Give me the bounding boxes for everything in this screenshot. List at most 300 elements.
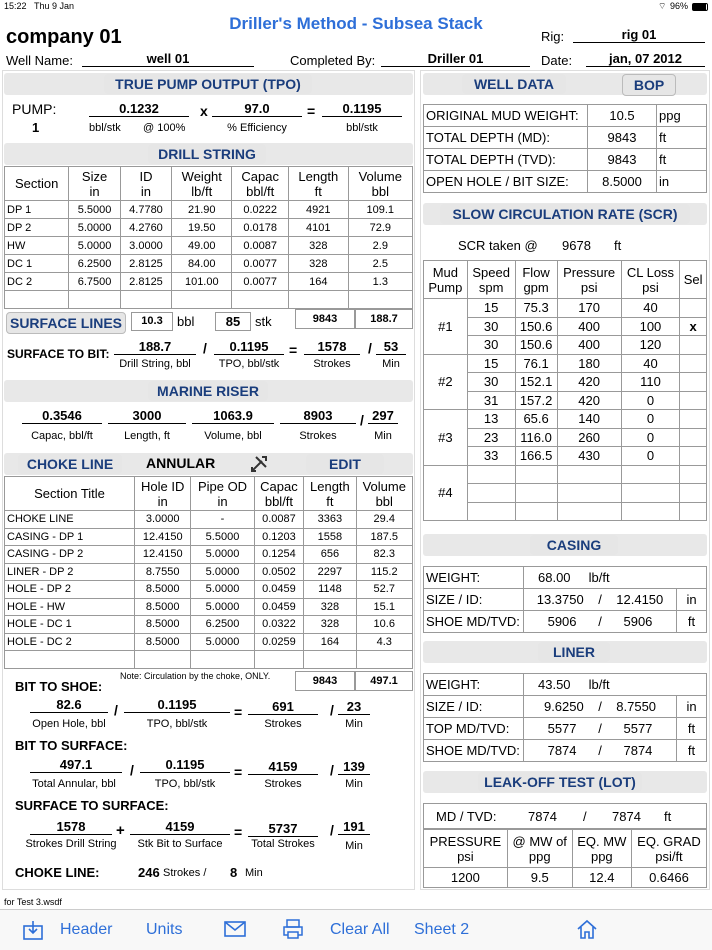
scr-cell[interactable] (467, 484, 515, 503)
annular-cell[interactable]: 5.0000 (191, 598, 254, 616)
well-data-row[interactable] (424, 127, 707, 149)
table-row[interactable] (5, 201, 413, 219)
annular-cell: HOLE - DC 1 (5, 616, 135, 634)
scr-select-cell[interactable] (680, 373, 707, 392)
scr-row[interactable] (424, 410, 707, 429)
annular-cell[interactable] (135, 651, 191, 669)
liner-shoe-md[interactable]: 7874 (547, 743, 577, 758)
table-row[interactable] (5, 616, 413, 634)
sts-total-strokes: 5737 (248, 821, 318, 837)
surface-lines-volume[interactable]: 10.3 (131, 312, 173, 331)
scr-cell[interactable]: 110 (621, 373, 680, 392)
annular-cell[interactable] (254, 651, 304, 669)
scr-select-cell[interactable] (680, 391, 707, 410)
stb-strokes: 1578 (304, 339, 360, 355)
annular-cell[interactable] (304, 651, 356, 669)
drill-cell[interactable]: 49.00 (172, 237, 232, 255)
clear-all-button[interactable]: Clear All (330, 921, 390, 938)
drill-cell[interactable]: 4101 (289, 219, 349, 237)
drill-header-cell (172, 167, 232, 201)
rig-field[interactable]: rig 01 (573, 27, 705, 43)
riser-length[interactable]: 3000 (108, 408, 186, 424)
scr-header-title: Sel (683, 272, 703, 287)
well-data-row[interactable] (424, 149, 707, 171)
lot-md[interactable]: 7874 (528, 809, 557, 824)
liner-weight-unit: lb/ft (588, 677, 610, 692)
annular-cell[interactable]: 8.7550 (135, 563, 191, 581)
drill-header-unit: in (89, 183, 100, 199)
scr-header-unit: psi (642, 279, 659, 295)
scr-cell[interactable] (557, 484, 621, 503)
drill-cell[interactable]: 2.8125 (120, 273, 171, 291)
annular-cell[interactable]: 8.5000 (135, 598, 191, 616)
annular-cell[interactable]: 8.5000 (135, 581, 191, 599)
riser-capacity[interactable]: 0.3546 (22, 408, 102, 424)
drill-total-volume: 188.7 (355, 309, 413, 329)
scr-cell[interactable]: 75.3 (515, 299, 557, 318)
scr-cell[interactable]: 260 (557, 428, 621, 447)
sts-drill-strokes-label: Strokes Drill String (25, 838, 117, 850)
liner-sep: / (598, 699, 602, 714)
drill-cell[interactable]: 101.00 (172, 273, 232, 291)
print-icon[interactable] (282, 918, 304, 940)
well-name-label: Well Name: (6, 53, 73, 68)
table-row[interactable] (5, 528, 413, 546)
choke-minutes-label: Min (245, 867, 263, 879)
annular-cell[interactable]: 164 (304, 633, 356, 651)
scr-cell[interactable]: 76.1 (515, 354, 557, 373)
table-row[interactable] (5, 237, 413, 255)
casing-shoe-row[interactable] (524, 611, 677, 633)
liner-weight-row[interactable] (524, 674, 707, 696)
well-data-row[interactable] (424, 105, 707, 127)
btsurf-divide: / (130, 762, 134, 778)
riser-length-label: Length, ft (124, 430, 170, 442)
bts-tpo-label: TPO, bbl/stk (146, 718, 208, 730)
surface-lines-button[interactable]: SURFACE LINES (6, 312, 126, 334)
liner-shoe-row[interactable] (524, 740, 677, 762)
scr-cell[interactable]: 140 (557, 410, 621, 429)
casing-id[interactable]: 12.4150 (616, 592, 664, 607)
battery-level: 96% (670, 1, 689, 11)
tpo-result: 0.1195 (322, 101, 402, 117)
scr-select-cell[interactable] (680, 410, 707, 429)
btsurf-minutes: 139 (338, 759, 370, 775)
lot-value-cell[interactable]: 12.4 (572, 868, 631, 888)
drill-header-cell (120, 167, 171, 201)
annular-cell[interactable]: 328 (304, 598, 356, 616)
drill-cell[interactable]: 6.7500 (69, 273, 120, 291)
edit-button[interactable]: EDIT (306, 454, 384, 474)
drill-header-cell (289, 167, 349, 201)
date-field[interactable]: jan, 07 2012 (586, 51, 705, 67)
scr-row[interactable] (424, 354, 707, 373)
company-name[interactable]: company 01 (6, 26, 122, 48)
scr-cell[interactable] (467, 465, 515, 484)
riser-volume: 1063.9 (192, 408, 274, 424)
annular-cell[interactable]: 12.4150 (135, 546, 191, 564)
scr-cell[interactable]: 65.6 (515, 410, 557, 429)
well-name-field[interactable]: well 01 (82, 51, 254, 67)
scr-select-cell[interactable] (680, 484, 707, 503)
scr-row[interactable] (424, 299, 707, 318)
annular-cell[interactable]: 5.0000 (191, 633, 254, 651)
scr-cell[interactable] (515, 502, 557, 521)
lot-header-unit: psi/ft (655, 848, 683, 864)
bts-divide: / (114, 702, 118, 718)
battery-icon (692, 3, 708, 11)
lot-tvd[interactable]: 7874 (612, 809, 641, 824)
units-button[interactable]: Units (146, 921, 183, 938)
scr-select-cell[interactable] (680, 465, 707, 484)
table-row[interactable] (5, 219, 413, 237)
scr-cell[interactable]: 40 (621, 299, 680, 318)
table-row[interactable] (5, 273, 413, 291)
sts-minutes: 191 (338, 819, 370, 835)
table-row[interactable] (5, 651, 413, 669)
drill-cell[interactable]: 2.8125 (120, 255, 171, 273)
stb-minutes: 53 (376, 339, 406, 355)
liner-od[interactable]: 9.6250 (543, 699, 584, 714)
annular-cell[interactable]: 328 (304, 616, 356, 634)
mail-icon[interactable] (224, 920, 246, 938)
date-label: Date: (541, 53, 573, 68)
well-data-cell[interactable]: 8.5000 (588, 171, 657, 193)
casing-shoe-tvd[interactable]: 5906 (623, 614, 653, 629)
scr-table (423, 260, 707, 521)
annular-header-unit: in (157, 493, 168, 509)
scr-header-row (424, 261, 707, 299)
drill-cell[interactable]: 84.00 (172, 255, 232, 273)
pump-number[interactable]: 1 (32, 120, 40, 135)
drill-cell[interactable]: 4.2760 (120, 219, 171, 237)
annular-cell[interactable]: 656 (304, 546, 356, 564)
liner-weight[interactable]: 43.50 (538, 677, 571, 692)
well-data-cell[interactable]: 9843 (588, 149, 657, 171)
drill-cell[interactable]: 5.0000 (69, 219, 120, 237)
well-data-cell: in (657, 171, 707, 193)
choke-line-button[interactable]: CHOKE LINE (18, 454, 122, 474)
scr-select-cell[interactable] (680, 299, 707, 318)
riser-divide: / (360, 412, 364, 428)
header-button[interactable]: Header (60, 921, 113, 938)
casing-weight-row[interactable] (524, 567, 707, 589)
scr-cell[interactable] (515, 484, 557, 503)
lot-title: LEAK-OFF TEST (LOT) (478, 772, 642, 792)
well-data-cell: ft (657, 149, 707, 171)
annular-table (4, 476, 413, 669)
bts-volume[interactable]: 82.6 (30, 697, 108, 713)
annular-note: Note: Circulation by the choke, ONLY. (120, 671, 271, 681)
annular-cell[interactable]: 0.1254 (254, 546, 304, 564)
stb-equals: = (289, 342, 298, 358)
casing-shoe-md[interactable]: 5906 (547, 614, 577, 629)
bts-equals: = (234, 704, 243, 720)
lot-value-cell[interactable]: 0.6466 (631, 868, 706, 888)
scr-header-title: Mud (432, 264, 459, 280)
liner-id[interactable]: 8.7550 (616, 699, 657, 714)
bop-button[interactable]: BOP (622, 74, 676, 96)
lot-header-unit: ppg (590, 848, 613, 864)
casing-weight[interactable]: 68.00 (538, 570, 571, 585)
annular-cell[interactable]: 3.0000 (135, 511, 191, 529)
scr-cell[interactable]: 0 (621, 447, 680, 466)
annular-cell[interactable] (191, 651, 254, 669)
drill-cell[interactable]: 328 (289, 255, 349, 273)
table-row[interactable] (5, 511, 413, 529)
drill-header-unit: ft (314, 183, 322, 199)
drill-header-cell (232, 167, 289, 201)
scr-pump-name: #3 (424, 410, 468, 466)
drill-cell[interactable]: 0.0222 (232, 201, 289, 219)
annular-cell[interactable]: 0.0459 (254, 598, 304, 616)
scr-cell[interactable]: 30 (467, 317, 515, 336)
liner-top-md[interactable]: 5577 (547, 721, 577, 736)
scr-cell[interactable] (557, 465, 621, 484)
scr-taken-depth[interactable]: 9678 (562, 238, 591, 253)
annular-cell[interactable]: 1148 (304, 581, 356, 599)
drill-cell[interactable]: 328 (289, 237, 349, 255)
scr-cell[interactable]: 100 (621, 317, 680, 336)
table-row[interactable] (5, 581, 413, 599)
scr-cell[interactable]: 15 (467, 354, 515, 373)
riser-minutes-label: Min (374, 430, 392, 442)
annular-cell[interactable]: 2297 (304, 563, 356, 581)
scr-cell[interactable]: 31 (467, 391, 515, 410)
scr-select-cell[interactable] (680, 502, 707, 521)
drill-cell[interactable]: 4921 (289, 201, 349, 219)
scr-cell[interactable]: 40 (621, 354, 680, 373)
choke-strokes-label: Strokes / (163, 867, 207, 879)
scr-cell[interactable]: 30 (467, 336, 515, 355)
annular-cell[interactable]: 5.5000 (191, 528, 254, 546)
scr-cell[interactable]: 120 (621, 336, 680, 355)
annular-header-unit: bbl/ft (264, 493, 294, 509)
scr-row[interactable] (424, 465, 707, 484)
liner-size-row[interactable] (524, 696, 677, 718)
scr-header-cell (515, 261, 557, 299)
pump-output-note: @ 100% (143, 122, 186, 134)
annular-cell[interactable]: 0.0322 (254, 616, 304, 634)
pump-output-field[interactable]: 0.1232 (89, 101, 189, 117)
scr-cell[interactable]: 116.0 (515, 428, 557, 447)
scr-cell[interactable]: 170 (557, 299, 621, 318)
well-data-cell[interactable]: 9843 (588, 127, 657, 149)
table-row[interactable] (5, 255, 413, 273)
scr-select-cell[interactable] (680, 336, 707, 355)
drill-cell (5, 291, 69, 309)
header-icon[interactable] (22, 919, 44, 941)
plus-sign: + (116, 822, 125, 839)
scr-select-cell[interactable] (680, 354, 707, 373)
well-data-table (423, 104, 707, 193)
scr-cell[interactable]: 400 (557, 336, 621, 355)
drill-cell[interactable]: 6.2500 (69, 255, 120, 273)
annular-cell[interactable]: 3363 (304, 511, 356, 529)
scr-cell[interactable] (621, 465, 680, 484)
liner-weight-label: WEIGHT: (424, 674, 524, 696)
drill-cell[interactable]: 0.0178 (232, 219, 289, 237)
scr-cell[interactable]: 152.1 (515, 373, 557, 392)
scr-cell[interactable]: 0 (621, 428, 680, 447)
annular-cell[interactable]: 5.0000 (191, 563, 254, 581)
liner-shoe-label: SHOE MD/TVD: (424, 740, 524, 762)
annular-cell: HOLE - DP 2 (5, 581, 135, 599)
tools-icon[interactable] (248, 453, 270, 475)
scr-cell[interactable]: 157.2 (515, 391, 557, 410)
scr-select-cell[interactable] (680, 428, 707, 447)
annular-total-length: 9843 (295, 671, 355, 691)
scr-cell[interactable]: 166.5 (515, 447, 557, 466)
scr-select-cell[interactable]: x (680, 317, 707, 336)
home-icon[interactable] (576, 918, 598, 940)
page-title: Driller's Method - Subsea Stack (229, 14, 483, 33)
well-data-cell[interactable]: 10.5 (588, 105, 657, 127)
efficiency-field[interactable]: 97.0 (212, 101, 302, 117)
liner-top-row[interactable] (524, 718, 677, 740)
bts-minutes: 23 (338, 699, 370, 715)
annular-cell[interactable]: 12.4150 (135, 528, 191, 546)
scr-cell[interactable]: 33 (467, 447, 515, 466)
table-row[interactable] (5, 563, 413, 581)
scr-cell[interactable]: 150.6 (515, 317, 557, 336)
lot-header-unit: ppg (528, 848, 551, 864)
scr-cell[interactable]: 13 (467, 410, 515, 429)
scr-cell[interactable]: 430 (557, 447, 621, 466)
liner-shoe-tvd[interactable]: 7874 (623, 743, 653, 758)
riser-minutes: 297 (368, 408, 398, 424)
lot-value-row[interactable] (424, 868, 707, 888)
scr-taken-unit: ft (614, 238, 622, 253)
sts-equals: = (234, 824, 243, 840)
scr-header-unit: gpm (523, 279, 549, 295)
drill-cell: 109.1 (348, 201, 412, 219)
table-row[interactable] (5, 291, 413, 309)
stb-strokes-label: Strokes (313, 358, 351, 370)
scr-header-cell (680, 261, 707, 299)
scr-header-title: CL Loss (626, 264, 675, 280)
multiply-sign: x (200, 103, 208, 119)
scr-cell[interactable]: 30 (467, 373, 515, 392)
scr-pump-name: #1 (424, 299, 468, 355)
table-row[interactable] (5, 598, 413, 616)
surface-lines-strokes[interactable]: 85 (215, 312, 251, 331)
scr-select-cell[interactable] (680, 447, 707, 466)
btsurf-tpo: 0.1195 (140, 757, 230, 773)
scr-cell[interactable] (621, 484, 680, 503)
scr-cell[interactable]: 420 (557, 391, 621, 410)
scr-cell[interactable] (557, 502, 621, 521)
table-row[interactable] (5, 633, 413, 651)
drill-cell[interactable]: 3.0000 (120, 237, 171, 255)
drill-cell[interactable]: 0.0087 (232, 237, 289, 255)
drill-cell: 2.5 (348, 255, 412, 273)
sheet-2-button[interactable]: Sheet 2 (414, 921, 470, 938)
casing-weight-unit: lb/ft (588, 570, 610, 585)
scr-cell[interactable] (515, 465, 557, 484)
surface-to-bit-label: SURFACE TO BIT: (7, 347, 110, 361)
annular-cell[interactable]: 5.0000 (191, 546, 254, 564)
annular-cell: CHOKE LINE (5, 511, 135, 529)
completed-by-field[interactable]: Driller 01 (381, 51, 530, 67)
drill-cell[interactable] (232, 291, 289, 309)
scr-cell[interactable]: 420 (557, 373, 621, 392)
stb-minutes-label: Min (382, 358, 400, 370)
liner-top-label: TOP MD/TVD: (424, 718, 524, 740)
annular-cell[interactable]: 0.0502 (254, 563, 304, 581)
annular-cell[interactable]: 8.5000 (135, 633, 191, 651)
drill-cell[interactable]: 0.0077 (232, 255, 289, 273)
well-data-cell: OPEN HOLE / BIT SIZE: (424, 171, 588, 193)
annular-header-title: Hole ID (141, 478, 185, 494)
annular-cell[interactable]: 8.5000 (135, 616, 191, 634)
status-time: 15:22 (4, 1, 27, 11)
casing-size-label: SIZE / ID: (424, 589, 524, 611)
casing-size-row[interactable] (524, 589, 677, 611)
annular-header-title: Capac (260, 478, 298, 494)
drill-cell[interactable] (172, 291, 232, 309)
drill-cell[interactable]: 4.7780 (120, 201, 171, 219)
pump-label: PUMP: (12, 101, 57, 117)
scr-cell[interactable] (621, 502, 680, 521)
drill-cell[interactable] (289, 291, 349, 309)
scr-cell[interactable]: 0 (621, 410, 680, 429)
drill-cell[interactable]: 0.0077 (232, 273, 289, 291)
liner-top-tvd[interactable]: 5577 (623, 721, 653, 736)
drill-cell[interactable]: 5.5000 (69, 201, 120, 219)
drill-header-title: Weight (181, 168, 222, 184)
scr-cell[interactable]: 150.6 (515, 336, 557, 355)
scr-cell[interactable]: 23 (467, 428, 515, 447)
well-data-row[interactable] (424, 171, 707, 193)
scr-cell[interactable]: 15 (467, 299, 515, 318)
scr-header-cell (621, 261, 680, 299)
casing-shoe-label: SHOE MD/TVD: (424, 611, 524, 633)
drill-cell[interactable] (120, 291, 171, 309)
annular-cell[interactable]: - (191, 511, 254, 529)
annular-cell: 4.3 (356, 633, 412, 651)
annular-cell[interactable]: 1558 (304, 528, 356, 546)
bts-volume-label: Open Hole, bbl (32, 718, 106, 730)
annular-cell[interactable]: 0.0259 (254, 633, 304, 651)
scr-cell[interactable]: 180 (557, 354, 621, 373)
annular-cell: HOLE - HW (5, 598, 135, 616)
scr-cell[interactable] (467, 502, 515, 521)
scr-cell[interactable]: 0 (621, 391, 680, 410)
drill-cell[interactable]: 19.50 (172, 219, 232, 237)
casing-od[interactable]: 13.3750 (536, 592, 584, 607)
casing-table (423, 566, 707, 633)
lot-value-cell[interactable]: 1200 (424, 868, 508, 888)
choke-strokes: 246 (138, 865, 160, 880)
lot-header-row (424, 830, 707, 868)
annular-cell[interactable]: 5.0000 (191, 581, 254, 599)
annular-cell[interactable]: 0.1203 (254, 528, 304, 546)
marine-riser-title: MARINE RISER (148, 381, 268, 401)
drill-cell[interactable]: 5.0000 (69, 237, 120, 255)
table-row[interactable] (5, 546, 413, 564)
annular-cell[interactable]: 0.0087 (254, 511, 304, 529)
drill-cell[interactable] (69, 291, 120, 309)
annular-cell[interactable]: 6.2500 (191, 616, 254, 634)
scr-header-unit: psi (580, 279, 598, 295)
drill-cell[interactable]: 164 (289, 273, 349, 291)
annular-cell[interactable]: 0.0459 (254, 581, 304, 599)
scr-cell[interactable]: 400 (557, 317, 621, 336)
drill-cell[interactable]: 21.90 (172, 201, 232, 219)
lot-value-cell[interactable]: 9.5 (507, 868, 572, 888)
casing-size-unit: in (677, 589, 707, 611)
